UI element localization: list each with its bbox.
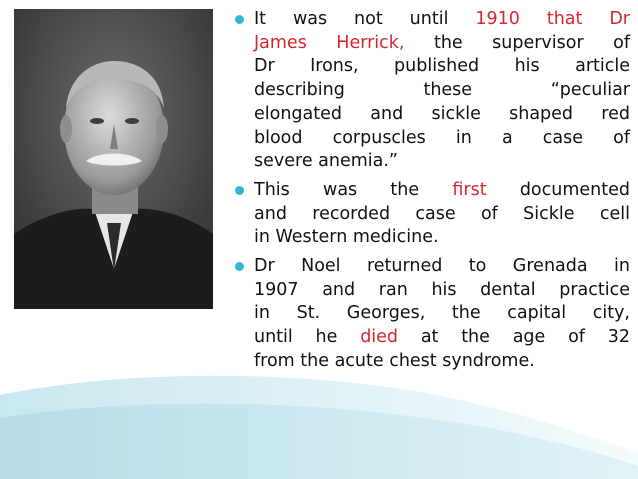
portrait-photo [14,9,213,309]
highlight-text: James Herrick, [254,32,405,53]
text-line: Dr Irons, published his article [254,56,630,77]
text-line: from the acute chest syndrome. [254,350,535,371]
text-line [254,8,630,32]
bullet-icon [235,262,244,271]
text-span: It was not until [254,9,476,29]
bullet-icon [235,15,244,24]
text-span: the supervisor of [404,32,630,53]
highlight-text: died [360,327,399,348]
bullet-item [230,8,630,174]
text-line [254,179,630,203]
highlight-text: 1910 that Dr [475,9,631,29]
bullet-item [230,179,630,250]
bullet-item [230,255,630,374]
text-line: blood corpuscles in a case of [254,127,630,148]
text-line [254,32,630,56]
text-line: and recorded case of Sickle cell [254,203,630,224]
text-line: Dr Noel returned to Grenada in [254,256,630,277]
text-line: in Western medicine. [254,227,439,248]
text-span: until he [254,327,361,348]
bullet-icon [235,186,244,195]
text-span: This was the [254,179,453,200]
text-line: describing these “peculiar [254,80,630,101]
portrait-image [14,9,213,309]
text-line: severe anemia.” [254,151,398,172]
highlight-text: first [452,179,487,200]
text-line: 1907 and ran his dental practice [254,279,630,300]
bullet-list [230,8,630,379]
text-line: elongated and sickle shaped red [254,103,630,124]
text-line [254,326,630,350]
text-span: documented [486,179,630,200]
text-span: at the age of 32 [398,327,630,348]
text-line: in St. Georges, the capital city, [254,303,630,324]
